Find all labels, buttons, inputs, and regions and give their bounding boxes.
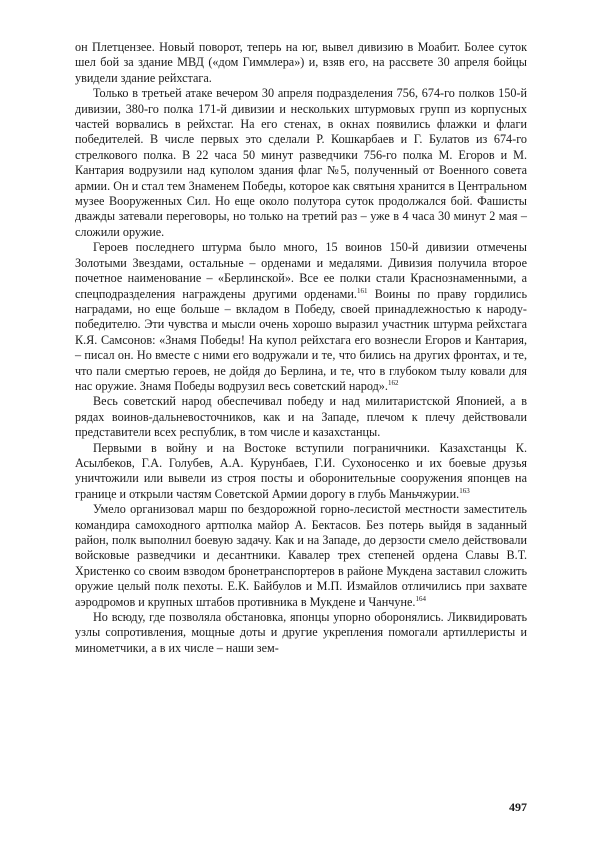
paragraph-1-text: он Плетцензее. Новый поворот, теперь на юг, вывел дивизию в Моабит. Более суток шел бой за здание МВД («дом Гиммлера») и, взяв его, на рассвете 30 апреля бойцы увидели здание рейхстага.	[75, 40, 527, 85]
paragraph-5-text: Первыми в войну и на Востоке вступили пограничники. Казахстанцы К. Асылбеков, Г.А. Голубев, А.А. Курунбаев, Г.И. Сухоносенко и их боевые друзья уничтожили или вывели из строя посты и оборонительные сооружения японцев на границе и открыли частям Советской Армии дорогу в глубь Маньчжурии.	[75, 440, 527, 501]
footnote-ref-163: 163	[459, 486, 470, 495]
paragraph-7-text: Но всюду, где позволяла обстановка, японцы упорно оборонялись. Ликвидировать узлы сопротивления, мощные доты и другие укрепления помогали артиллеристы и минометчики, а в их числе – наши зем-	[75, 610, 527, 655]
footnote-ref-164: 164	[415, 594, 426, 603]
paragraph-4	[75, 394, 527, 440]
page-number: 497	[509, 800, 527, 814]
paragraph-3-text: Героев последнего штурма было много, 15 воинов 150-й дивизии отмечены Золотыми Звездами, остальные – орденами и медалями. Дивизия получила второе почетное наименование – «Берлинской». Все ее полки стали Краснознаменными, а спецподразделения награждены другими орденами.	[75, 240, 527, 301]
paragraph-2-text: Только в третьей атаке вечером 30 апреля подразделения 756, 674-го полков 150-й дивизии, 380-го полка 171-й дивизии и нескольких штурмовых групп из корпусных частей ворвались в рейхстаг. На его стенах, в окнах появились флажки и флаги победителей. В числе первых это сделали Р. Кошкарбаев и Г. Булатов из 674-го стрелкового полка. В 22 часа 50 минут разведчики 756-го полка М. Егоров и М. Кантария водрузили над куполом здания флаг №5, полученный от Военного совета армии. Он и стал тем Знаменем Победы, которое как святыня хранится в Центральном музее Вооруженных Сил. Но еще около полутора суток продолжался бой. Фашисты дважды затевали переговоры, но только на третий раз – уже в 4 часа 30 минут 2 мая – сложили оружие.	[75, 86, 527, 239]
paragraph-6	[75, 502, 527, 610]
paragraph-5	[75, 441, 527, 503]
paragraph-3-text-continued: Воины по праву гордились наградами, но еще больше – вкладом в Победу, своей принадлежностью к народу-победителю. Эти чувства и мысли очень хорошо выразил участник штурма рейхстага К.Я. Самсонов: «Знамя Победы! На купол рейхстага его вознесли Егоров и Кантария, – писал он. Но вместе с ними его водружали и те, что бились на других фронтах, и те, что пали смертью героев, не дойдя до Берлина, и те, что в глубоком тылу ковали для нас оружие. Знамя Победы водрузил весь советский народ».	[75, 286, 528, 393]
paragraph-1	[75, 40, 527, 86]
document-page	[75, 40, 527, 656]
footnote-ref-161: 161	[356, 286, 368, 295]
paragraph-6-text: Умело организовал марш по бездорожной горно-лесистой местности заместитель командира самоходного артполка майор А. Бектасов. Без потерь выйдя в заданный район, полк выполнил боевую задачу. Как и на Западе, до дерзости смело действовали войсковые разведчики и десантники. Кавалер трех степеней ордена Славы В.Т. Христенко со своим взводом бронетранспортеров в районе Мукдена заставил сложить оружие целый полк пехоты. Е.К. Байбулов и М.П. Измайлов отличились при захвате аэродромов и крупных штабов противника в Мукдене и Чанчуне.	[75, 502, 527, 609]
paragraph-4-text: Весь советский народ обеспечивал победу и над милитаристской Японией, а в рядах воинов-дальневосточников, как и на Западе, плечом к плечу действовали представители всех республик, в том числе и казахстанцы.	[75, 394, 527, 440]
paragraph-3	[75, 240, 527, 394]
paragraph-2	[75, 86, 527, 240]
paragraph-7	[75, 610, 527, 656]
footnote-ref-162: 162	[387, 378, 399, 387]
